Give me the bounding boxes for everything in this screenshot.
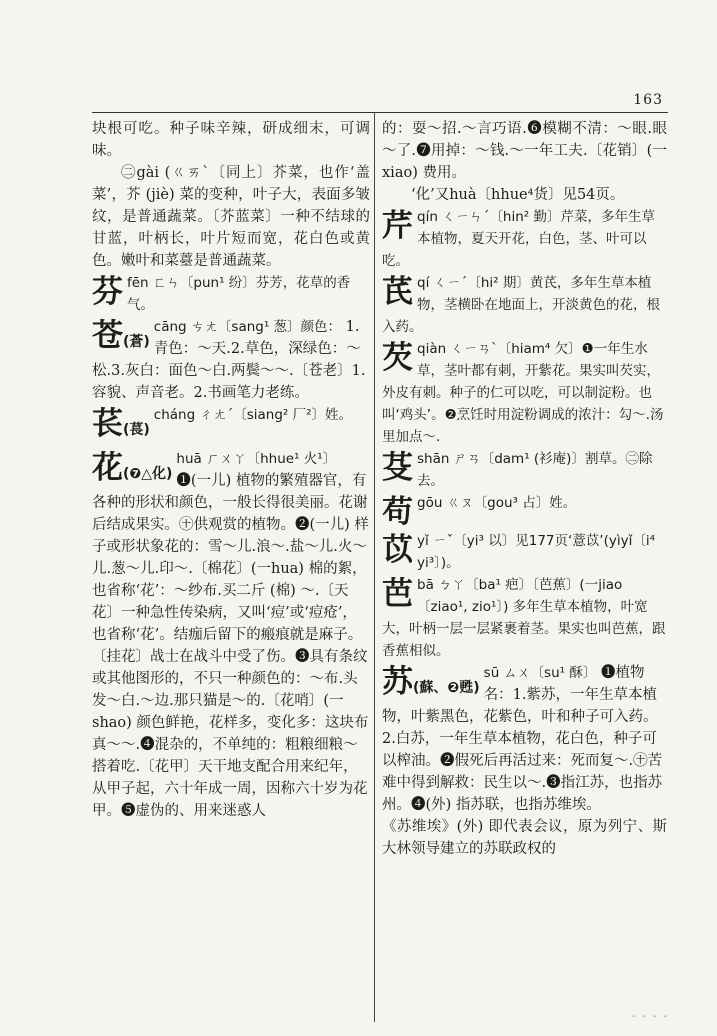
headword-hua: 花(❼△化) (92, 450, 173, 486)
continued-text-hua: 的：耍～招.～言巧语.❻模糊不清：～眼.眼～了.❼用掉：～钱.～一年工夫.〔花销〕(一xiao) 费用。 (382, 121, 667, 181)
headword-ba: 芭 (382, 576, 413, 612)
headword-yi: 苡 (382, 532, 413, 568)
cross-reference-hua: ‘化’又huà〔hhue⁴货〕见54页。 (411, 187, 625, 203)
variant-hua: (❼△化) (123, 466, 173, 482)
definition-shan: shān ㄕㄢ〔dam¹ (衫庵)〕割草。㊁除去。 (417, 451, 653, 489)
definition-gou: gōu ㄍㄡ〔gou³ 占〕姓。 (417, 495, 577, 511)
left-column (92, 118, 370, 1018)
headword-qin: 芹 (382, 208, 413, 244)
definition-ba: bā ㄅㄚ〔ba¹ 疤〕〔芭蕉〕(一jiao〔ziao¹, zio¹〕) 多年生草本植物，叶宽大，叶柄一层一层紧裹着茎。果实也叫芭蕉，跟香蕉相似。 (382, 577, 666, 659)
entry-chang (92, 404, 370, 448)
variant-su: (蘇、❷甦) (413, 680, 480, 696)
headword-gou: 苟 (382, 494, 413, 530)
definition-qi: qí ㄑㄧˊ〔hi² 期〕黄芪，多年生草本植物，茎横卧在地面上，开淡黄色的花，根入药。 (382, 275, 660, 335)
headword-cang: 苍(蒼) (92, 318, 150, 354)
definition-hua: ❶(一儿) 植物的繁殖器官，有各种的形状和颜色，一般长得很美丽。花谢后结成果实。㊉供观赏的植物。❷(一儿) 样子或形状象花的：雪～儿.浪～.盐～儿.火～儿.葱～儿.印～.〔棉花〕(一hua) 棉的絮，也省称‘花’：～纱布.买二斤 (棉) ～.〔天花〕一种急性传染病，又叫‘痘’或‘痘疮’，也省称‘花’。结痂后留下的瘢痕就是麻子。〔挂花〕战士在战斗中受了伤。❸具有条纹或其他图形的，不只一种颜色的：～布.头发～白.～边.那只猫是～的.〔花哨〕(一shao) 颜色鲜艳，花样多，变化多：这块布真～～.❹混杂的，不单纯的：粗粮细粮～搭着吃.〔花甲〕天干地支配合用来纪年，从甲子起，六十年成一周，因称六十岁为花甲。❺虚伪的、用来迷惑人 (92, 473, 369, 819)
entry-shan (382, 448, 667, 492)
page-number: 163 (633, 92, 663, 108)
entry-fen (92, 272, 370, 316)
right-column (382, 118, 667, 1023)
column-divider (374, 112, 375, 1022)
sub-entry-suweiai: 《苏维埃》(外) 即代表会议，原为列宁、斯大林领导建立的苏联政权的 (382, 819, 667, 857)
pronunciation-hua: huā ㄏㄨㄚ〔hhue¹ 火¹〕 (176, 451, 337, 467)
headword-su: 苏(蘇、❷甦) (382, 664, 480, 700)
variant-chang: (萇) (123, 422, 150, 438)
scan-mark: - - - - (631, 1011, 669, 1022)
entry-cang (92, 316, 370, 404)
headword-shan: 芟 (382, 450, 413, 486)
definition-qin: qín ㄑㄧㄣˊ〔hin² 勤〕芹菜，多年生草本植物，夏天开花，白色，茎、叶可以吃。 (382, 209, 655, 269)
entry-gou (382, 492, 667, 530)
entry-su (382, 662, 667, 816)
sub-entry-gai: ㊁gài (ㄍㄞˋ〔同上〕芥菜，也作‘盖菜’，芥 (jiè) 菜的变种，叶子大，表面多皱纹，是普通蔬菜。〔芥蓝菜〕一种不结球的甘蓝，叶柄长，叶片短而宽，花白色或黄色。嫩叶和菜薹是普通蔬菜。 (92, 165, 370, 269)
entry-qian (382, 338, 667, 448)
pronunciation-cang: cāng ㄘㄤ〔sang¹ 葱〕颜色： (153, 319, 342, 335)
definition-fen: fēn ㄈㄣ〔pun¹ 纷〕芬芳，花草的香气。 (127, 275, 351, 313)
definition-qian: qiàn ㄑㄧㄢˋ〔hiam⁴ 欠〕❶一年生水草，茎叶都有刺，开紫花。果实叫芡实，外皮有刺。种子的仁可以吃，可以制淀粉。也叫‘鸡头’。❷烹饪时用淀粉调成的浓汁：勾～.汤里加点～. (382, 341, 664, 445)
definition-cang: 1.青色：～天.2.草色，深绿色：～松.3.灰白：面色～白.两鬓～～.〔苍老〕1.容貌、声音老。2.书画笔力老练。 (92, 319, 366, 401)
definition-yi: yǐ ㄧˇ〔yi³ 以〕见177页‘薏苡’(yìyǐ〔i⁴ yi³〕)。 (417, 533, 655, 571)
pronunciation-su: sū ㄙㄨ〔su¹ 酥〕 (483, 665, 597, 681)
headword-fen: 芬 (92, 274, 123, 310)
continued-text: 块根可吃。种子味辛辣，研成细末，可调味。 (92, 121, 370, 159)
headword-qi: 芪 (382, 274, 413, 310)
header-rule (92, 112, 668, 113)
entry-ba (382, 574, 667, 662)
entry-qin (382, 206, 667, 272)
definition-chang: cháng ㄔㄤˊ〔siang² 厂²〕姓。 (153, 407, 353, 423)
definition-su: ❶植物名：1.紫苏，一年生草本植物，叶紫黑色，花紫色，叶和种子可入药。2.白苏，一年生草本植物，花白色，种子可以榨油。❷假死后再活过来：死而复～.㊉苦难中得到解救：民生以～.❸指江苏，也指苏州。❹(外) 指苏联，也指苏维埃。 (382, 665, 663, 813)
entry-qi (382, 272, 667, 338)
headword-chang: 苌(萇) (92, 406, 150, 442)
entry-hua (92, 448, 370, 822)
headword-qian: 芡 (382, 340, 413, 376)
entry-yi (382, 530, 667, 574)
variant-cang: (蒼) (123, 334, 150, 350)
